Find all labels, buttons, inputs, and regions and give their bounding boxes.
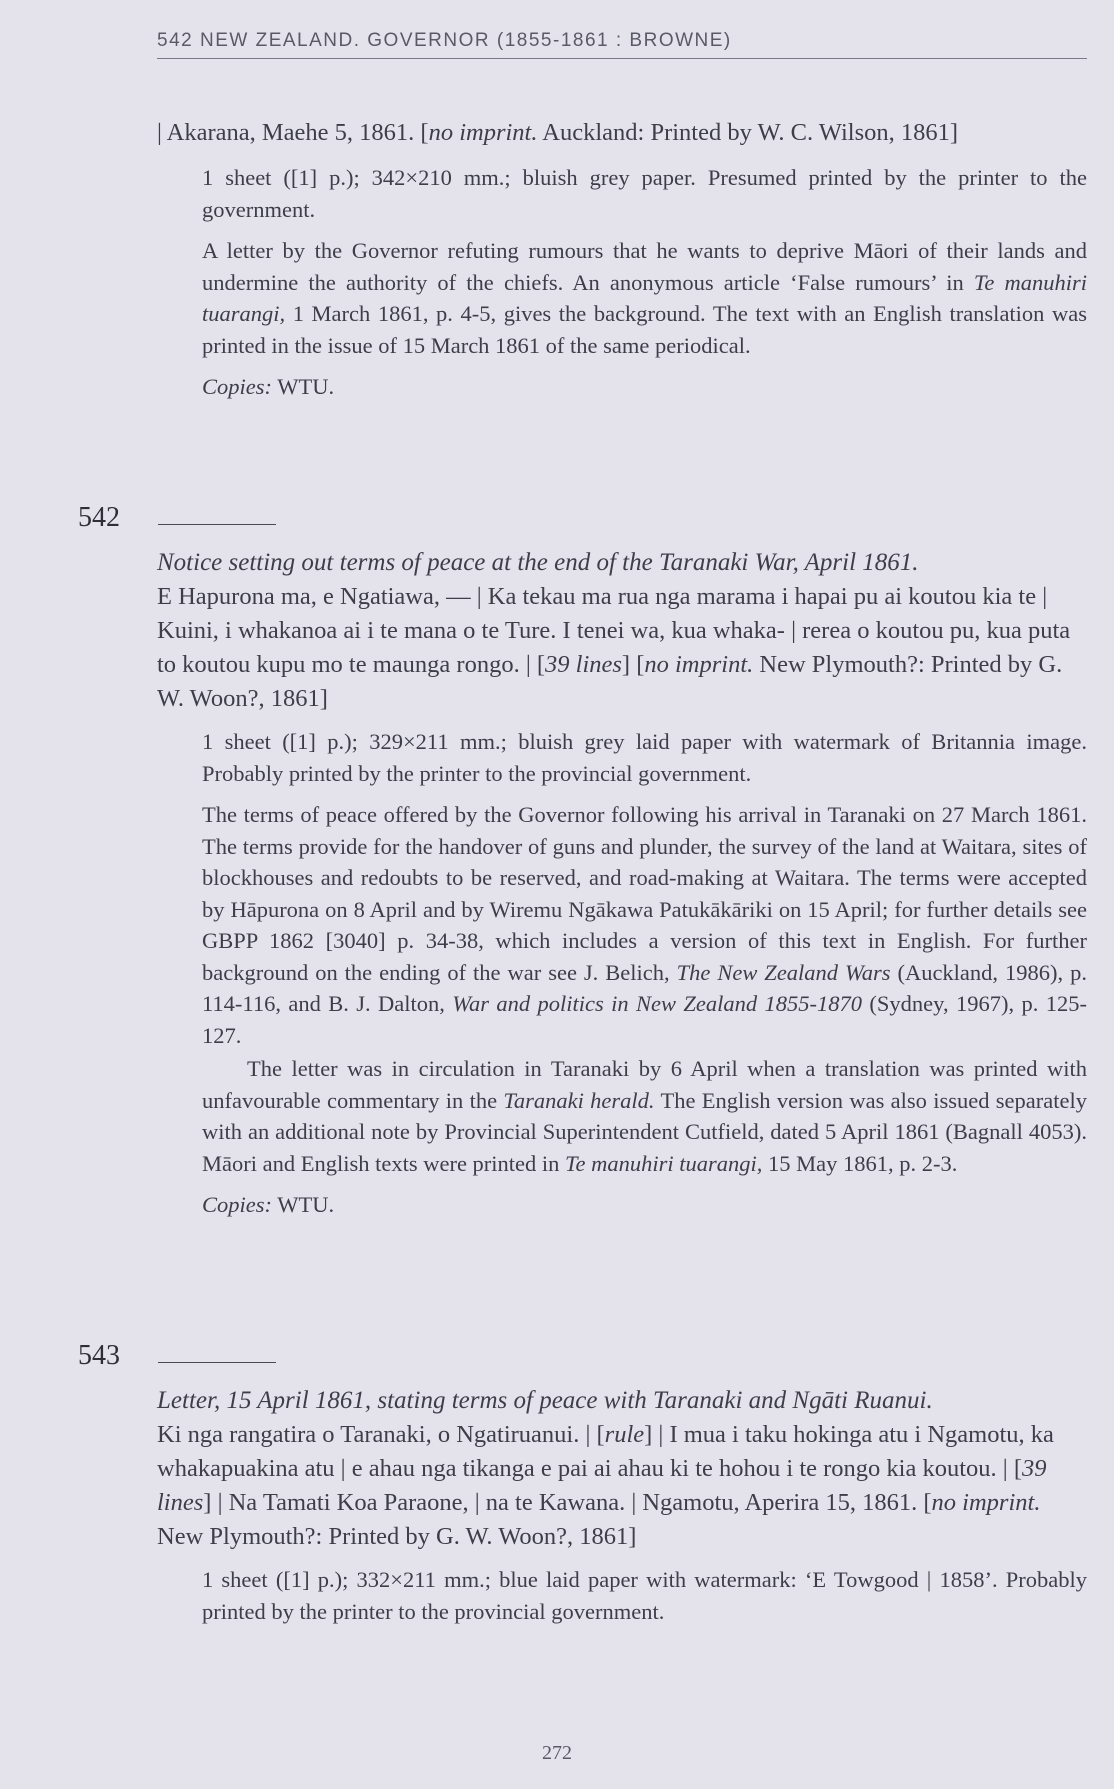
physical-description: 1 sheet ([1] p.); 329×211 mm.; bluish grey laid paper with watermark of Britannia image. Probably printed by the printer to the provincial government. [202, 729, 1087, 786]
entry-543 [157, 1384, 1087, 1637]
entry-title: Letter, 15 April 1861, stating terms of peace with Taranaki and Ngāti Ruanui. [157, 1387, 933, 1414]
transcription: Ki nga rangatira o Taranaki, o Ngatiruanui. | [rule] | I mua i taku hokinga atu i Ngamotu, ka whakapuakina atu | e ahau nga tikanga e pai ai ahau ki te hohou i te rongo kia koutou. | [39 lines] | Na Tamati Koa Paraone, | na te Kawana. | Ngamotu, Aperira 15, 1861. [no imprint. New Plymouth?: Printed by G. W. Woon?, 1861] [157, 1421, 1054, 1550]
physical-description: 1 sheet ([1] p.); 342×210 mm.; bluish grey paper. Presumed printed by the printer to the government. [202, 165, 1087, 222]
entry-542 [157, 546, 1087, 1231]
page-number: 272 [542, 1742, 572, 1764]
entry-notes [202, 162, 1087, 403]
transcription: E Hapurona ma, e Ngatiawa, — | Ka tekau ma rua nga marama i hapai pu ai koutou kia te | Kuini, i whakanoa ai i te mana o te Ture. I tenei wa, kua whaka- | rerea o koutou pu, kua puta to koutou kupu mo te maunga rongo. | [39 lines] [no imprint. New Plymouth?: Printed by G. W. Woon?, 1861] [157, 583, 1071, 712]
entry-title: Notice setting out terms of peace at the end of the Taranaki War, April 1861. [157, 549, 919, 576]
note-paragraph: The letter was in circulation in Taranaki by 6 April when a translation was printed with unfavourable commentary in the Taranaki herald. The English version was also issued separately with an additional note by Provincial Superintendent Cutfield, dated 5 April 1861 (Bagnall 4053). Māori and English texts were printed in Te manuhiri tuarangi, 15 May 1861, p. 2-3. [202, 1056, 1087, 1176]
copies-line: Copies: WTU. [202, 374, 335, 399]
entry-continuation [157, 116, 1087, 413]
note-paragraph: A letter by the Governor refuting rumours that he wants to deprive Māori of their lands and undermine the authority of the chiefs. An anonymous article ‘False rumours’ in Te manuhiri tuarangi, 1 March 1861, p. 4-5, gives the background. The text with an English translation was printed in the issue of 15 March 1861 of the same periodical. [202, 238, 1087, 358]
note-paragraph: The terms of peace offered by the Governor following his arrival in Taranaki on 27 March 1861. The terms provide for the handover of guns and plunder, the survey of the land at Waitara, sites of blockhouses and redoubts to be reserved, and road-making at Waitara. The terms were accepted by Hāpurona on 8 April and by Wiremu Ngākawa Patukākāriki on 15 April; for further details see GBPP 1862 [3040] p. 34-38, which includes a version of this text in English. For further background on the ending of the war see J. Belich, The New Zealand Wars (Auckland, 1986), p. 114-116, and B. J. Dalton, War and politics in New Zealand 1855-1870 (Sydney, 1967), p. 125-127. [202, 802, 1087, 1048]
physical-description: 1 sheet ([1] p.); 332×211 mm.; blue laid paper with watermark: ‘E Towgood | 1858’. Probably printed by the printer to the provincial government. [202, 1567, 1087, 1624]
imprint-line: | Akarana, Maehe 5, 1861. [no imprint. Auckland: Printed by W. C. Wilson, 1861] [157, 119, 959, 146]
entry-dash [158, 524, 276, 525]
entry-number: 543 [78, 1340, 120, 1371]
entry-number: 542 [78, 502, 120, 533]
entry-notes [202, 726, 1087, 1221]
copies-line: Copies: WTU. [202, 1192, 335, 1217]
entry-dash [158, 1362, 276, 1363]
running-head: 542 NEW ZEALAND. GOVERNOR (1855-1861 : BROWNE) [157, 30, 1087, 59]
entry-notes [202, 1564, 1087, 1627]
